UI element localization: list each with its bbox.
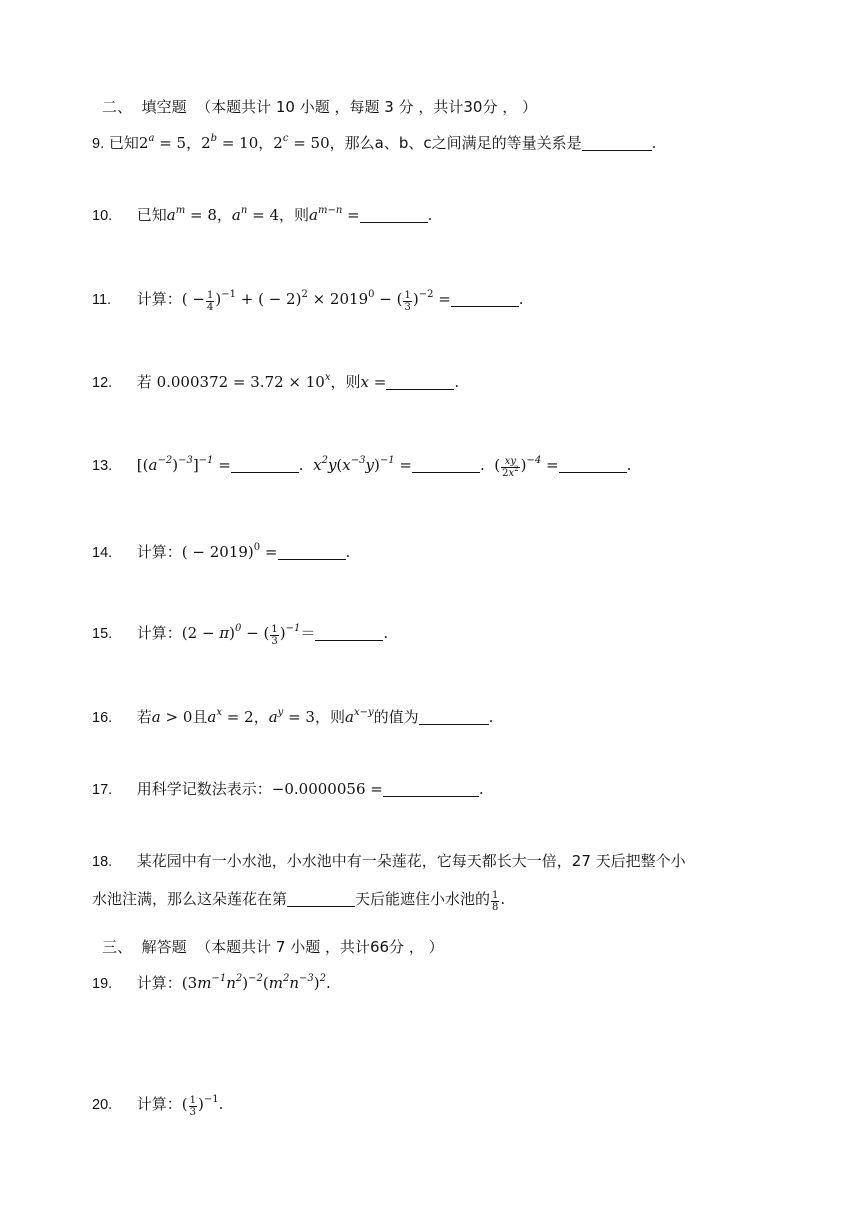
math-expression: ( $\frac{xy}{2x^2}$ )$^{-4}$ =	[494, 455, 559, 479]
section-number: 二、	[102, 98, 133, 116]
question-lead: 计算：	[136, 624, 182, 642]
question-11: 11. 计算：( − $\frac{1}{4}$ )$^{-1}$ + ( − $2)^2 \times 2019^0$ − ( $\frac{1}{3}$ )$^{-2}$ = .	[92, 289, 524, 313]
answer-blank[interactable]	[386, 373, 454, 390]
answer-blank[interactable]	[412, 456, 480, 473]
question-number: 14.	[92, 545, 113, 561]
math-expression: $a^m = 8$	[166, 205, 217, 224]
question-lead: 计算：	[136, 974, 182, 992]
math-expression: ( $\frac{1}{3}$ )$^{-1}$	[181, 1094, 219, 1118]
section-info: （本题共计 10 小题 ，每题 3 分 ，共计30分 ， ）	[196, 98, 537, 116]
question-lead: 计算：	[136, 290, 182, 308]
math-expression: 2$^a$ = 5	[138, 133, 187, 152]
answer-blank[interactable]	[231, 456, 299, 473]
question-18	[92, 850, 686, 873]
answer-blank[interactable]	[419, 708, 489, 725]
answer-blank[interactable]	[559, 456, 627, 473]
question-14: 14. 计算：( − 2019)$^0$ = .	[92, 541, 350, 564]
question-13: 13. $[(a^{-2})^{-3}]^{-1}$ = . $x^2y(x^{-3}y)^{-1}$ = . ( $\frac{xy}{2x^2}$ )$^{-4}$ = .	[92, 455, 632, 479]
math-expression: −0.0000056 =	[271, 780, 383, 798]
question-number: 18.	[92, 854, 113, 870]
question-number: 12.	[92, 375, 113, 391]
question-lead: 某花园中有一小水池，小水池中有一朵莲花，它每天都长大一倍，27 天后把整个小	[136, 852, 686, 870]
question-number: 13.	[92, 458, 113, 474]
answer-blank[interactable]	[287, 890, 355, 907]
question-17: 17. 用科学记数法表示：−0.0000056 = .	[92, 778, 484, 801]
math-expression: a > 0	[151, 708, 193, 726]
answer-blank[interactable]	[582, 134, 652, 151]
question-number: 11.	[92, 292, 112, 308]
section-title: 填空题	[141, 98, 187, 116]
question-number: 9.	[92, 136, 105, 152]
question-number: 10.	[92, 208, 113, 224]
question-9: 9. 已知2$^a$ = 5，2$^b$ = 10，2$^c$ = 50，那么a、b、c之间满足的等量关系是 .	[92, 132, 656, 155]
question-lead: 计算：	[136, 543, 182, 561]
math-expression: $0.000372 = 3.72 \times 10^x$	[156, 372, 331, 391]
answer-blank[interactable]	[451, 290, 519, 307]
section-header-fill	[102, 96, 537, 118]
section-title: 解答题	[141, 938, 187, 956]
question-number: 19.	[92, 976, 113, 992]
question-lead: 若	[136, 373, 152, 391]
math-expression: $(3m^{-1}n^2)^{-2}(m^2n^{-3})^2$	[181, 973, 326, 992]
question-lead: 若	[136, 708, 152, 726]
question-number: 17.	[92, 782, 113, 798]
question-19: 19. 计算：$(3m^{-1}n^2)^{-2}(m^2n^{-3})^2$.	[92, 972, 331, 995]
question-18-line-2: 水池注满，那么这朵莲花在第 天后能遮住小水池的 $\frac{1}{8}$ .	[92, 890, 506, 913]
question-number: 16.	[92, 710, 113, 726]
question-lead: 用科学记数法表示：	[136, 780, 272, 798]
question-10: 10. 已知$a^m = 8$，$a^n = 4$，则$a^{m-n}$ = .	[92, 204, 432, 227]
question-tail: 的值为	[373, 708, 419, 726]
math-expression: $[(a^{-2})^{-3}]^{-1}$ =	[136, 455, 231, 474]
answer-blank[interactable]	[278, 543, 346, 560]
answer-blank[interactable]	[383, 780, 479, 797]
section-header-answer	[102, 936, 444, 958]
section-info: （本题共计 7 小题 ，共计66分 ， ）	[196, 938, 444, 956]
question-text: 天后能遮住小水池的	[355, 890, 491, 908]
section-number: 三、	[102, 938, 133, 956]
question-15: 15. 计算：$(2 - \pi)^0$ − ( $\frac{1}{3}$ )$^{-1}$＝ .	[92, 623, 389, 647]
question-12: 12. 若 $0.000372 = 3.72 \times 10^x$，则x = .	[92, 371, 459, 394]
answer-blank[interactable]	[315, 624, 383, 641]
math-expression: ( − $\frac{1}{4}$ )$^{-1}$ + ( − $2)^2 \times 2019^0$ − ( $\frac{1}{3}$ )$^{-2}$ =	[181, 289, 451, 313]
question-text: 水池注满，那么这朵莲花在第	[92, 890, 288, 908]
answer-blank[interactable]	[360, 206, 428, 223]
question-lead: 已知	[108, 134, 139, 152]
question-tail: ，那么a、b、c之间满足的等量关系是	[329, 134, 582, 152]
question-number: 20.	[92, 1097, 113, 1113]
question-16: 16. 若a > 0且$a^x = 2$，$a^y = 3$，则$a^{x-y}$的值为 .	[92, 706, 493, 729]
math-expression: $x^2y(x^{-3}y)^{-1}$ =	[313, 455, 412, 474]
question-number: 15.	[92, 626, 113, 642]
question-lead: 计算：	[136, 1095, 182, 1113]
math-expression: $(2 - \pi)^0$ − ( $\frac{1}{3}$ )$^{-1}$＝	[181, 623, 316, 647]
fraction-one-eighth: $\frac{1}{8}$	[492, 890, 499, 913]
math-expression: ( − 2019)$^0$ =	[181, 542, 278, 561]
question-20: 20. 计算：( $\frac{1}{3}$ )$^{-1}$.	[92, 1094, 224, 1118]
question-lead: 已知	[136, 206, 167, 224]
